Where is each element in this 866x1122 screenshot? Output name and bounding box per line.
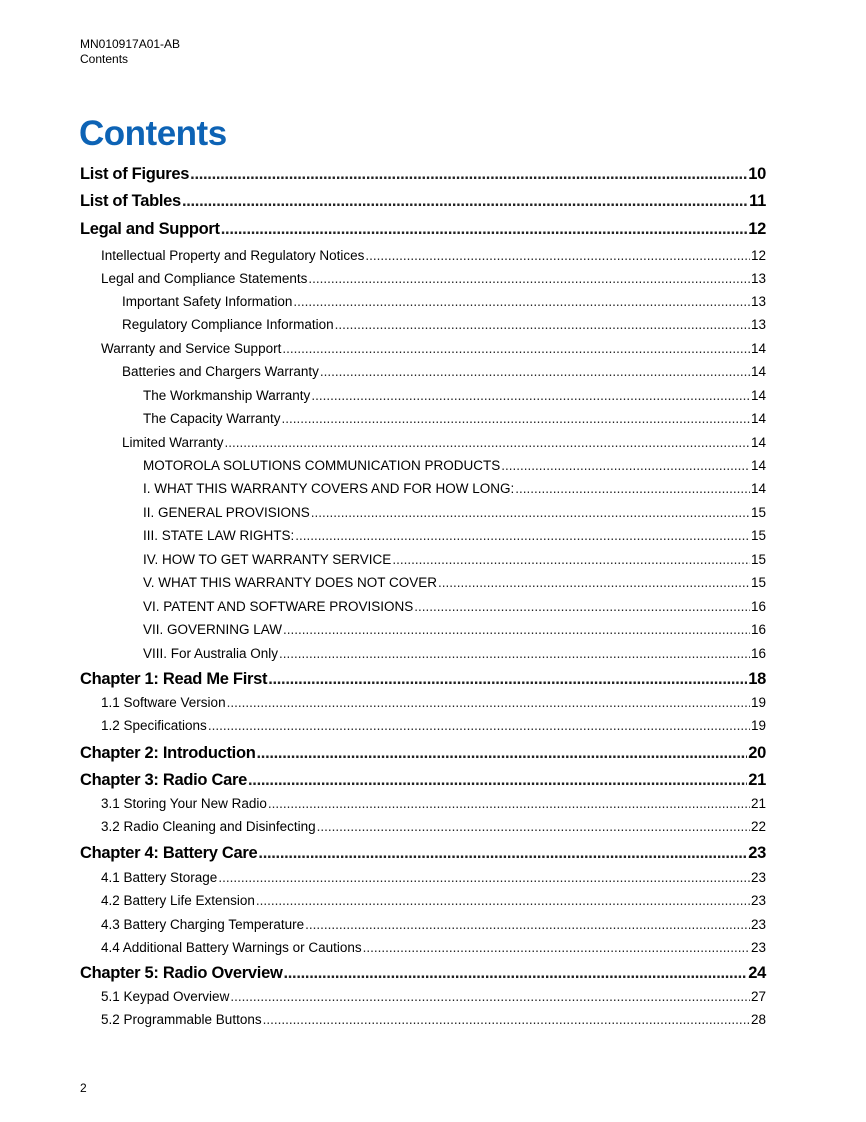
toc-entry-label: Batteries and Chargers Warranty	[122, 364, 319, 379]
toc-entry-label: 3.1 Storing Your New Radio	[101, 796, 267, 811]
dot-leader	[283, 622, 750, 637]
dot-leader	[225, 435, 750, 450]
toc-chapter-entry[interactable]	[80, 771, 766, 790]
toc-entry[interactable]	[80, 505, 766, 520]
toc-entry-label: Chapter 5: Radio Overview	[80, 964, 283, 982]
toc-chapter-entry[interactable]	[80, 165, 766, 184]
toc-entry[interactable]	[80, 458, 766, 473]
toc-entry-page: 14	[750, 435, 766, 450]
toc-entry[interactable]	[80, 575, 766, 590]
toc-entry[interactable]	[80, 294, 766, 309]
toc-entry-label: VIII. For Australia Only	[143, 646, 279, 661]
toc-entry[interactable]	[80, 528, 766, 543]
toc-entry-page: 13	[750, 317, 766, 332]
dot-leader	[335, 317, 750, 332]
toc-entry[interactable]	[80, 388, 766, 403]
toc-entry-page: 14	[750, 341, 766, 356]
toc-entry-page: 23	[750, 893, 766, 908]
dot-leader	[208, 718, 750, 733]
section-name: Contents	[80, 52, 129, 66]
toc-entry-label: 4.4 Additional Battery Warnings or Cautions	[101, 940, 362, 955]
toc-entry[interactable]	[80, 271, 766, 286]
dot-leader	[320, 364, 750, 379]
toc-entry-page: 13	[750, 294, 766, 309]
toc-entry[interactable]	[80, 552, 766, 567]
dot-leader	[268, 670, 747, 689]
toc-entry[interactable]	[80, 481, 766, 496]
dot-leader	[248, 771, 747, 790]
toc-entry-label: 4.3 Battery Charging Temperature	[101, 917, 305, 932]
dot-leader	[230, 989, 750, 1004]
toc-entry-label: List of Tables	[80, 192, 181, 210]
toc-entry[interactable]	[80, 599, 766, 614]
toc-entry[interactable]	[80, 248, 766, 263]
dot-leader	[414, 599, 750, 614]
dot-leader	[282, 341, 750, 356]
dot-leader	[308, 271, 750, 286]
toc-entry[interactable]	[80, 435, 766, 450]
toc-entry-label: IV. HOW TO GET WARRANTY SERVICE	[143, 552, 392, 567]
dot-leader	[305, 917, 750, 932]
toc-entry-label: Chapter 1: Read Me First	[80, 670, 268, 688]
toc-entry-label: Chapter 4: Battery Care	[80, 844, 258, 862]
dot-leader	[182, 192, 748, 211]
toc-entry[interactable]	[80, 796, 766, 811]
toc-entry-label: I. WHAT THIS WARRANTY COVERS AND FOR HOW LONG:	[143, 481, 515, 496]
toc-entry-page: 14	[750, 458, 766, 473]
toc-entry-page: 21	[750, 796, 766, 811]
toc-entry-label: Legal and Compliance Statements	[101, 271, 308, 286]
toc-entry-label: List of Figures	[80, 165, 190, 183]
toc-entry-page: 16	[750, 599, 766, 614]
toc-entry[interactable]	[80, 989, 766, 1004]
toc-entry[interactable]	[80, 622, 766, 637]
dot-leader	[392, 552, 750, 567]
toc-entry-page: 18	[748, 670, 766, 688]
toc-entry-page: 23	[750, 917, 766, 932]
toc-entry[interactable]	[80, 695, 766, 710]
toc-entry-label: Important Safety Information	[122, 294, 293, 309]
toc-entry[interactable]	[80, 940, 766, 955]
dot-leader	[268, 796, 750, 811]
toc-entry-page: 15	[750, 505, 766, 520]
toc-entry-label: MOTOROLA SOLUTIONS COMMUNICATION PRODUCTS	[143, 458, 501, 473]
toc-entry-page: 16	[750, 622, 766, 637]
toc-entry[interactable]	[80, 917, 766, 932]
dot-leader	[293, 294, 750, 309]
dot-leader	[438, 575, 750, 590]
toc-entry-label: Warranty and Service Support	[101, 341, 282, 356]
toc-entry-label: Regulatory Compliance Information	[122, 317, 334, 332]
toc-entry-label: II. GENERAL PROVISIONS	[143, 505, 310, 520]
toc-entry-label: 5.2 Programmable Buttons	[101, 1012, 262, 1027]
toc-entry[interactable]	[80, 646, 766, 661]
toc-entry[interactable]	[80, 411, 766, 426]
toc-entry-label: 3.2 Radio Cleaning and Disinfecting	[101, 819, 316, 834]
dot-leader	[317, 819, 750, 834]
dot-leader	[256, 893, 750, 908]
toc-entry-page: 14	[750, 364, 766, 379]
toc-entry-page: 16	[750, 646, 766, 661]
dot-leader	[221, 220, 747, 239]
toc-entry-page: 15	[750, 528, 766, 543]
toc-entry-label: VII. GOVERNING LAW	[143, 622, 283, 637]
toc-entry-label: Limited Warranty	[122, 435, 224, 450]
toc-chapter-entry[interactable]	[80, 964, 766, 983]
toc-entry-page: 23	[750, 940, 766, 955]
toc-entry-page: 20	[748, 744, 766, 762]
dot-leader	[282, 411, 750, 426]
dot-leader	[283, 964, 747, 983]
toc-entry-page: 15	[750, 575, 766, 590]
dot-leader	[279, 646, 750, 661]
dot-leader	[311, 505, 750, 520]
document-id: MN010917A01-AB	[80, 37, 181, 51]
toc-chapter-entry[interactable]	[80, 670, 766, 689]
dot-leader	[258, 844, 747, 863]
toc-entry-page: 24	[748, 964, 766, 982]
toc-entry-page: 15	[750, 552, 766, 567]
toc-entry-page: 10	[748, 165, 766, 183]
toc-entry[interactable]	[80, 364, 766, 379]
dot-leader	[190, 165, 747, 184]
running-header	[80, 37, 180, 67]
toc-entry-label: VI. PATENT AND SOFTWARE PROVISIONS	[143, 599, 414, 614]
toc-entry-page: 22	[750, 819, 766, 834]
toc-entry-label: 1.1 Software Version	[101, 695, 226, 710]
toc-entry-label: III. STATE LAW RIGHTS:	[143, 528, 295, 543]
toc-entry-label: 4.1 Battery Storage	[101, 870, 218, 885]
toc-chapter-entry[interactable]	[80, 220, 766, 239]
toc-chapter-entry[interactable]	[80, 744, 766, 763]
dot-leader	[218, 870, 750, 885]
toc-entry-page: 12	[750, 248, 766, 263]
toc-entry[interactable]	[80, 317, 766, 332]
toc-entry-page: 19	[750, 695, 766, 710]
toc-entry[interactable]	[80, 1012, 766, 1027]
toc-entry-label: 4.2 Battery Life Extension	[101, 893, 255, 908]
dot-leader	[295, 528, 750, 543]
dot-leader	[515, 481, 750, 496]
toc-entry-page: 21	[748, 771, 766, 789]
dot-leader	[263, 1012, 750, 1027]
toc-entry[interactable]	[80, 893, 766, 908]
toc-entry-page: 14	[750, 411, 766, 426]
toc-entry[interactable]	[80, 819, 766, 834]
dot-leader	[257, 744, 748, 763]
toc-entry[interactable]	[80, 718, 766, 733]
dot-leader	[363, 940, 750, 955]
toc-entry-page: 11	[749, 192, 766, 210]
toc-entry-label: Legal and Support	[80, 220, 220, 238]
toc-entry-page: 23	[750, 870, 766, 885]
toc-chapter-entry[interactable]	[80, 192, 766, 211]
page-number: 2	[80, 1081, 87, 1095]
toc-entry-label: The Workmanship Warranty	[143, 388, 311, 403]
dot-leader	[227, 695, 750, 710]
page-title: Contents	[79, 114, 227, 153]
toc-entry-label: The Capacity Warranty	[143, 411, 281, 426]
toc-entry-page: 14	[750, 388, 766, 403]
toc-entry-label: 1.2 Specifications	[101, 718, 207, 733]
toc-entry[interactable]	[80, 870, 766, 885]
toc-entry-page: 12	[748, 220, 766, 238]
toc-entry-label: Intellectual Property and Regulatory Notices	[101, 248, 365, 263]
toc-entry-page: 19	[750, 718, 766, 733]
dot-leader	[311, 388, 750, 403]
dot-leader	[365, 248, 750, 263]
toc-entry-page: 23	[748, 844, 766, 862]
toc-chapter-entry[interactable]	[80, 844, 766, 863]
dot-leader	[501, 458, 750, 473]
toc-entry-label: Chapter 2: Introduction	[80, 744, 256, 762]
toc-entry-label: Chapter 3: Radio Care	[80, 771, 247, 789]
toc-entry-page: 28	[750, 1012, 766, 1027]
toc-entry-label: 5.1 Keypad Overview	[101, 989, 230, 1004]
toc-entry-page: 13	[750, 271, 766, 286]
toc-entry-label: V. WHAT THIS WARRANTY DOES NOT COVER	[143, 575, 438, 590]
toc-entry-page: 14	[750, 481, 766, 496]
toc-entry[interactable]	[80, 341, 766, 356]
toc-entry-page: 27	[750, 989, 766, 1004]
